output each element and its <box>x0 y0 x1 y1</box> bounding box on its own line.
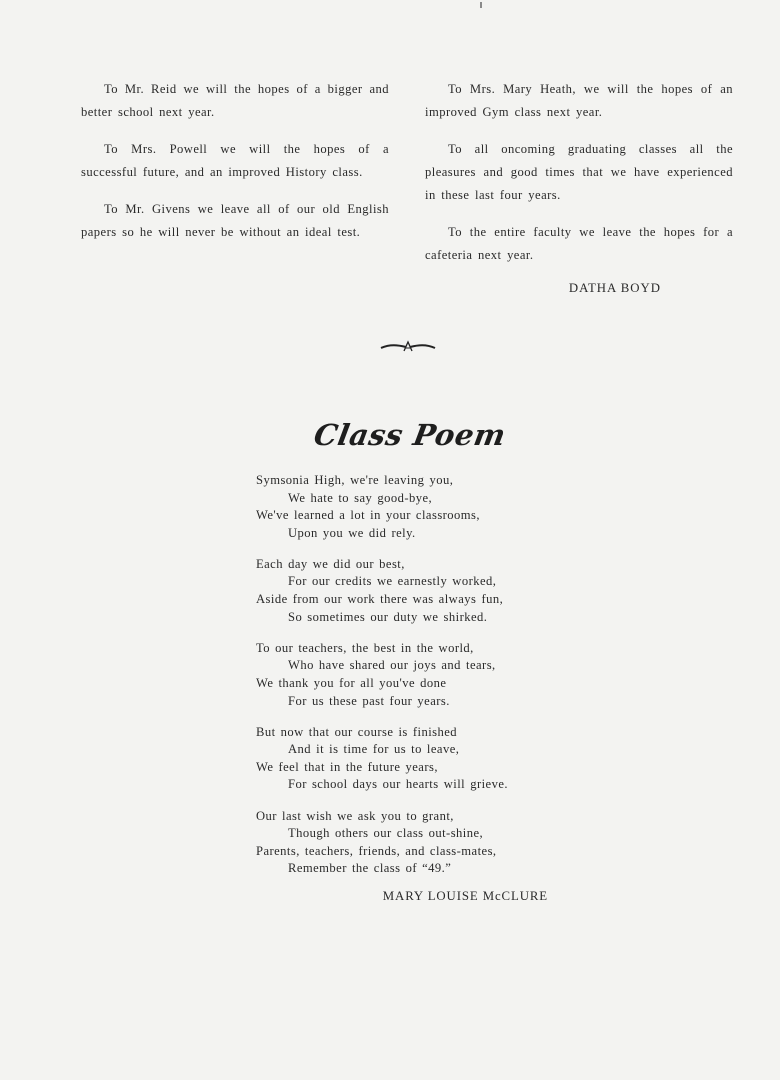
poem-line: And it is time for us to leave, <box>288 742 460 757</box>
poem-line: Each day we did our best, <box>256 556 405 571</box>
poem-stanza <box>256 556 586 626</box>
poem-line: For us these past four years. <box>288 693 450 708</box>
left-column <box>81 78 389 258</box>
poem-line: Symsonia High, we're leaving you, <box>256 473 454 487</box>
poem-line: Our last wish we ask you to grant, <box>256 808 454 823</box>
poem-stanza <box>256 724 586 794</box>
ornament-divider <box>380 339 436 355</box>
will-paragraph: To Mrs. Mary Heath, we will the hopes of an improved Gym class next year. <box>425 82 733 119</box>
poem-line: For school days our hearts will grieve. <box>288 777 508 792</box>
will-signature: DATHA BOYD <box>568 281 661 295</box>
will-paragraph: To Mr. Reid we will the hopes of a bigger and better school next year. <box>81 82 389 119</box>
poem-line: So sometimes our duty we shirked. <box>288 609 488 624</box>
poem-line: Aside from our work there was always fun, <box>256 592 504 607</box>
poem-line: Parents, teachers, friends, and class-mates, <box>256 843 497 858</box>
poem-line: We hate to say good-bye, <box>288 490 433 505</box>
poem-title: Class Poem <box>311 418 509 452</box>
poem-line: For our credits we earnestly worked, <box>288 574 497 589</box>
will-paragraph: To the entire faculty we leave the hopes for a cafeteria next year. <box>425 225 733 262</box>
will-paragraph: To Mr. Givens we leave all of our old English papers so he will never be without an ideal test. <box>81 202 389 239</box>
poem-body <box>256 472 586 891</box>
poem-line: We've learned a lot in your classrooms, <box>256 508 480 523</box>
poem-line: Though others our class out-shine, <box>288 826 484 841</box>
poem-line: We feel that in the future years, <box>256 759 438 774</box>
poem-line: Remember the class of “49.” <box>288 861 452 876</box>
poem-stanza <box>256 640 586 710</box>
poem-stanza <box>256 472 586 542</box>
right-column <box>425 78 733 281</box>
poem-stanza <box>256 808 586 878</box>
page-mark <box>480 2 482 8</box>
poem-line: We thank you for all you've done <box>256 675 447 690</box>
poem-line: Upon you we did rely. <box>288 525 416 540</box>
poem-line: To our teachers, the best in the world, <box>256 640 474 655</box>
will-paragraph: To Mrs. Powell we will the hopes of a successful future, and an improved History class. <box>81 142 389 179</box>
poem-line: Who have shared our joys and tears, <box>288 658 496 673</box>
will-paragraph: To all oncoming graduating classes all the pleasures and good times that we have experienced in these last four years. <box>425 142 733 202</box>
poem-author: MARY LOUISE McCLURE <box>382 889 548 903</box>
poem-line: But now that our course is finished <box>256 724 458 739</box>
